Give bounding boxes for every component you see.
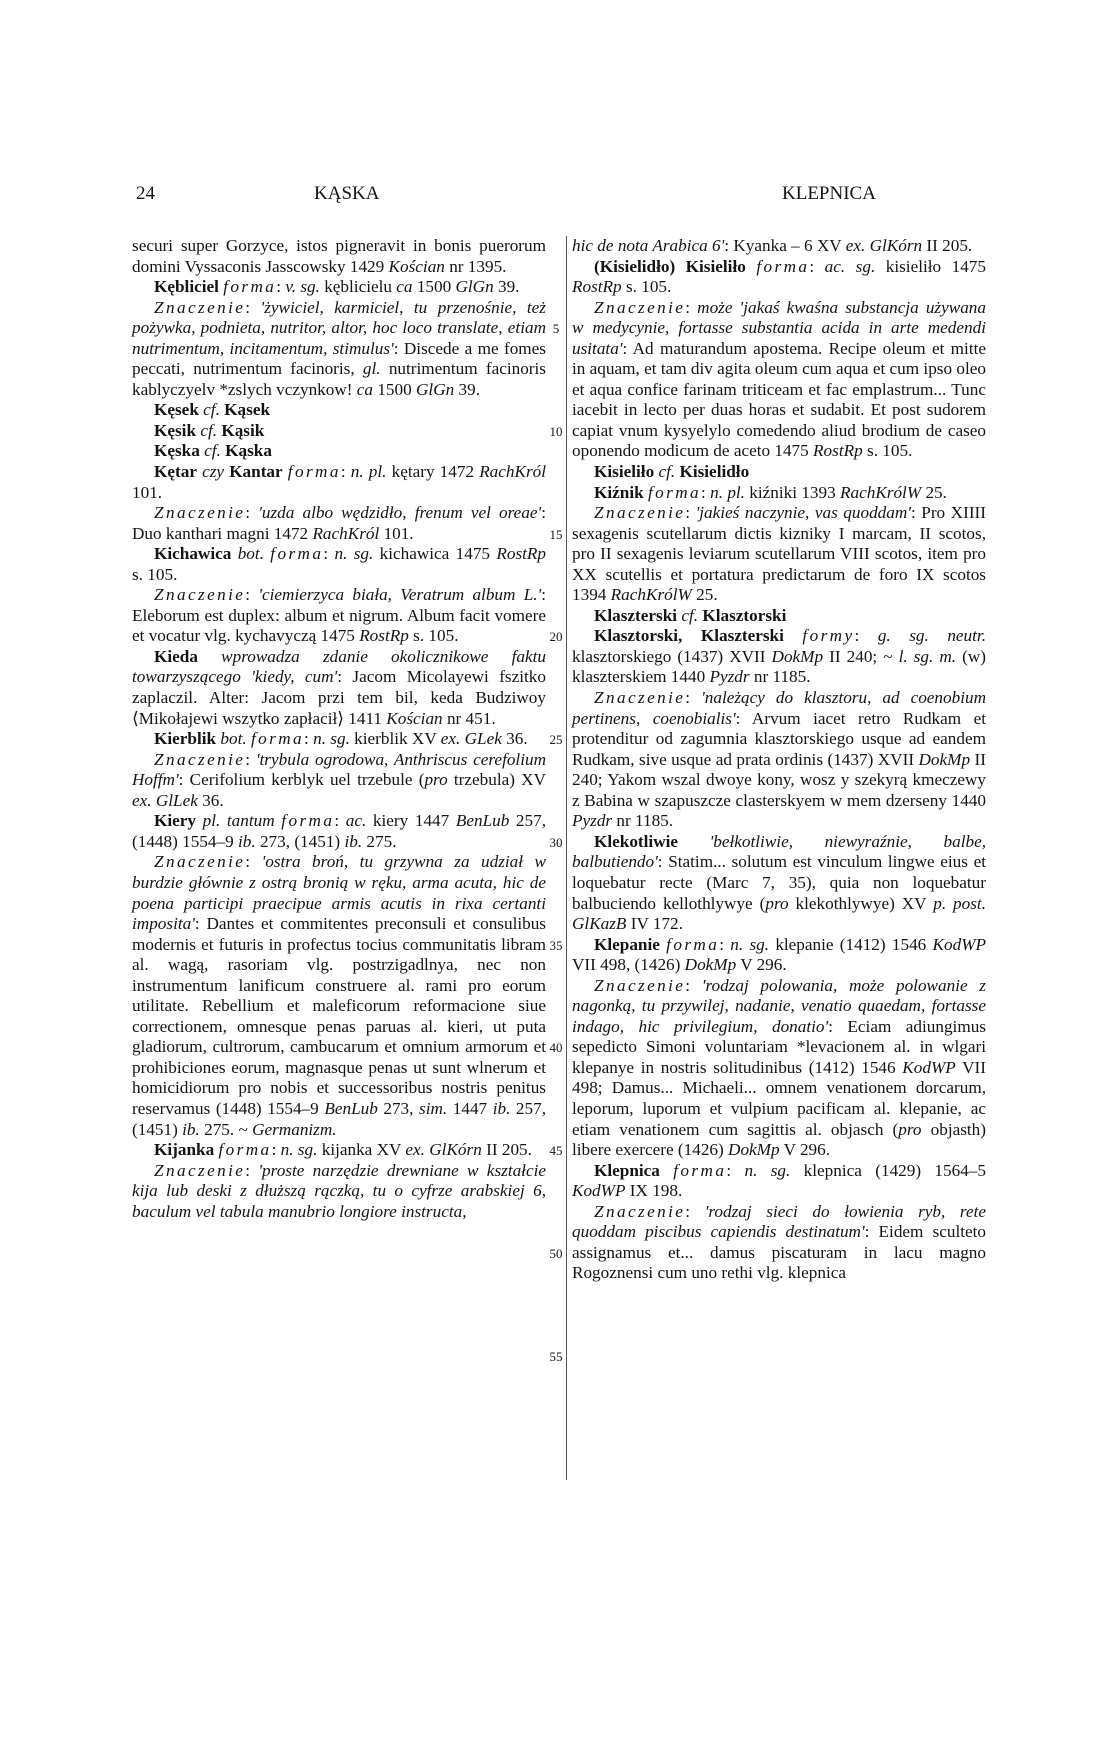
entry-paragraph: Znaczenie: 'rodzaj sieci do łowienia ryb, rete quoddam piscibus capiendis destinatum': Eidem sculteto assignamus et... damus piscaturam in lacu magno Rogoznensi cum uno rethi vlg. klepnica xyxy=(572,1201,986,1283)
entry-paragraph: Kijanka forma: n. sg. kijanka XV ex. GlKórn II 205. xyxy=(154,1140,532,1160)
page-number: 24 xyxy=(136,183,155,204)
entry-paragraph: Klekotliwie 'bełkotliwie, niewyraźnie, balbe, balbutiendo': Statim... solutum est vinculum lingwe eius et loquebatur recte (Marc 7, 35), quia non loquebatur balbuciendo kellothlywye (pro klekothlywye) XV p. post. GlKazB IV 172. xyxy=(572,831,986,934)
right-column xyxy=(572,236,986,1284)
line-number: 5 xyxy=(552,321,560,337)
line-number: 35 xyxy=(549,937,563,953)
entry-paragraph: Kębliciel forma: v. sg. kęblicielu ca 1500 GlGn 39. xyxy=(154,277,520,297)
entry-paragraph: Kierblik bot. forma: n. sg. kierblik XV ex. GLek 36. xyxy=(154,729,528,749)
entry-paragraph: Klasztorski, Klaszterski formy: g. sg. neutr. klasztorskiego (1437) XVII DokMp II 240; ~ l. sg. m. (w) klaszterskiem 1440 Pyzdr nr 1185. xyxy=(572,626,986,687)
entry-paragraph: Znaczenie: 'żywiciel, karmiciel, tu przenośnie, też pożywka, podnieta, nutritor, altor, hoc loco translate, etiam nutrimentum, incitamentum, stimulus': Discede a me fomes peccati, nutrimentum facinoris, gl. nutrimentum facinoris kablyczyelv *zslych vczynkow! ca 1500 GlGn 39. xyxy=(132,297,547,399)
entry-paragraph: Kętar czy Kantar forma: n. pl. kętary 1472 RachKról 101. xyxy=(132,462,547,502)
header-left-title: KĄSKA xyxy=(314,183,380,204)
entry-paragraph: Znaczenie: 'trybula ogrodowa, Anthriscus cerefolium Hoffm': Cerifolium kerblyk uel trzebule (pro trzebula) XV ex. GlLek 36. xyxy=(132,749,546,810)
entry-paragraph: Kieda wprowadza zdanie okolicznikowe faktu towarzyszącego 'kiedy, cum': Jacom Micolayewi fszitko zaplaczil. Alter: Jacom przi tem bil, keda Budziwoy ⟨Mikołajewi wszytko zapłacił⟩ 1411 Kościan nr 451. xyxy=(132,646,546,728)
entry-paragraph: Znaczenie: 'ostra broń, tu grzywna za udział w burdzie głównie z ostrą bronią w ręku, arma acuta, hic de poena participi praecipue armis acutis in rixa certanti imposita': Dantes et commitentes preconsuli et consulibus modernis et futuris in profectus tocius communitatis libram al. wagą, rasoriam vlg. postrzigadlnya, nec non instrumentum lanificum construere al. rami pro eorum utilitate. Rebellium et maleficorum reformacione siue correctionem, omnesque penas paruas al. kieri, ut puta gladiorum, cultrorum, cambucarum et omnium armorum et prohibiciones eorum, magnasque penas ut sunt wlnerum et homicidiorum pro nobis et successoribus nostris penitus reservamus (1448) 1554–9 BenLub 273, sim. 1447 ib. 257, (1451) ib. 275. ~ Germanizm. xyxy=(132,852,547,1139)
line-number: 30 xyxy=(549,834,563,850)
line-number: 55 xyxy=(549,1348,563,1364)
column-divider xyxy=(566,236,567,1480)
entry-paragraph: Klaszterski cf. Klasztorski xyxy=(594,605,787,625)
line-number: 15 xyxy=(549,526,563,542)
entry-paragraph: Znaczenie: 'rodzaj polowania, może polowanie z nagonką, tu przywilej, nadanie, venatio quaedam, fortasse indago, hic privilegium, donatio': Eciam adiungimus sepedicto Simoni voluntariam *levacionem al. in wlgari klepanye in nostris solitudinibus (1412) 1546 KodWP VII 498; Damus... Michaeli... omnem venationem dorcarum, leporum, luporum et vulpium pacificam al. klepanie, ac etiam venationem cum sagittis al. objasch (pro objasth) libere exercere (1426) DokMp V 296. xyxy=(572,975,987,1160)
entry-paragraph: Kęska cf. Kąska xyxy=(154,441,272,461)
entry-paragraph: (Kisielidło) Kisieliło forma: ac. sg. kisieliło 1475 RostRp s. 105. xyxy=(572,256,986,297)
line-number: 25 xyxy=(549,732,563,748)
entry-paragraph: Kiery pl. tantum forma: ac. kiery 1447 BenLub 257, (1448) 1554–9 ib. 273, (1451) ib. 275. xyxy=(132,811,547,851)
header-right-title: KLEPNICA xyxy=(782,183,876,204)
line-number: 10 xyxy=(549,423,563,439)
entry-paragraph: Kęsek cf. Kąsek xyxy=(154,400,271,420)
left-column xyxy=(132,236,546,1222)
entry-paragraph: Znaczenie: 'należący do klasztoru, ad coenobium pertinens, coenobialis': Arvum iacet retro Rudkam et protenditur od zagumnia klasztorskiego usque ad eandem Rudkam, sive usque ad prata ordinis (1437) XVII DokMp II 240; Yakom wszal dwoye kony, wosz y szekyrą kmeczewy z Babina w szapuszcze clasterskyem w mem dzerseny 1440 Pyzdr nr 1185. xyxy=(572,688,986,831)
entry-paragraph: Znaczenie: 'uzda albo wędzidło, frenum vel oreae': Duo kanthari magni 1472 RachKról 101. xyxy=(132,503,546,543)
running-header xyxy=(0,183,1096,213)
line-number: 45 xyxy=(549,1143,563,1159)
entry-paragraph: Kichawica bot. forma: n. sg. kichawica 1475 RostRp s. 105. xyxy=(132,544,547,584)
entry-paragraph: Znaczenie: 'proste narzędzie drewniane w kształcie kija lub deski z dłuższą rączką, tu o cyfrze arabskiej 6, baculum vel tabula manubrio longiore instructa, xyxy=(132,1160,546,1221)
entry-paragraph: Kisieliło cf. Kisielidło xyxy=(594,462,750,482)
entry-paragraph: hic de nota Arabica 6': Kyanka – 6 XV ex. GlKórn II 205. xyxy=(572,236,973,255)
entry-paragraph: Znaczenie: 'jakieś naczynie, vas quoddam': Pro XIIII sexagenis scutellarum dictis kizniky I marcam, II scotos, pro II sexagenis leviarum scutellarum VIII scotos, item pro XX scutellis et portatura predictarum de foro IX scotos 1394 RachKrólW 25. xyxy=(572,503,986,605)
line-number: 40 xyxy=(549,1040,563,1056)
entry-paragraph: Klepnica forma: n. sg. klepnica (1429) 1564–5 KodWP IX 198. xyxy=(572,1160,986,1201)
entry-paragraph: Znaczenie: 'ciemierzyca biała, Veratrum album L.': Eleborum est duplex: album et nigrum. Album facit vomere et vocatur vlg. kychavyczą 1475 RostRp s. 105. xyxy=(132,585,547,646)
entry-paragraph: Znaczenie: może 'jakaś kwaśna substancja używana w medycynie, fortasse substantia acida in arte medendi usitata': Ad maturandum apostema. Recipe oleum et mitte in aquam, et tam div agita oleum cum aqua et cum ipso oleo et aqua confice farinam triticeam et fac emplastrum... Tunc iacebit in lecto per duas horas et sudabit. Et post sudorem capiat vnum kysyelylo comedendo aliud brodium de caseo oponendo modicum de aceto 1475 RostRp s. 105. xyxy=(572,297,986,461)
entry-paragraph: securi super Gorzyce, istos pigneravit in bonis puerorum domini Vyssaconis Jasscowsky 1429 Kościan nr 1395. xyxy=(132,236,546,276)
line-number: 50 xyxy=(549,1245,563,1261)
entry-paragraph: Klepanie forma: n. sg. klepanie (1412) 1546 KodWP VII 498, (1426) DokMp V 296. xyxy=(572,934,987,975)
entry-paragraph: Kęsik cf. Kąsik xyxy=(154,420,265,440)
line-number: 20 xyxy=(549,629,563,645)
entry-paragraph: Kiźnik forma: n. pl. kiźniki 1393 RachKrólW 25. xyxy=(594,482,947,502)
